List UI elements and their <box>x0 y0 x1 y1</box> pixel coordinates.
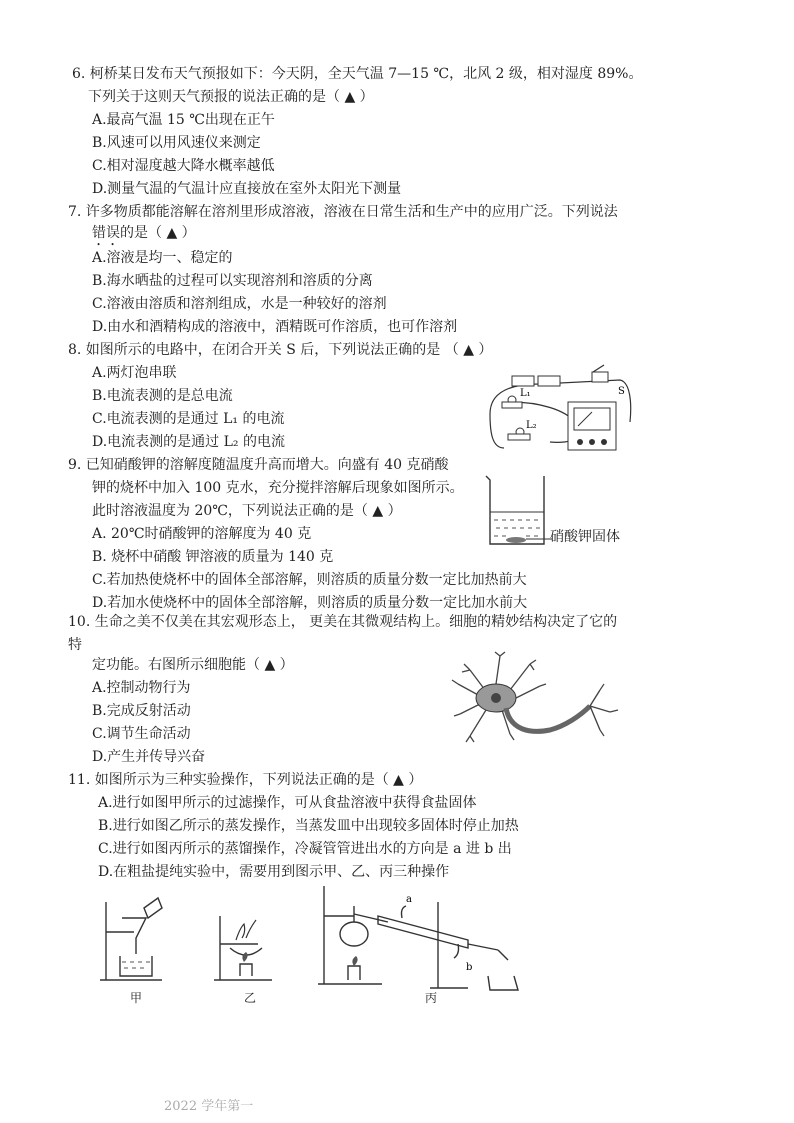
q10-option-c: C.调节生命活动 <box>92 726 191 742</box>
q8-stem: 8. 如图所示的电路中，在闭合开关 S 后，下列说法正确的是 （ ▲ ） <box>68 342 493 358</box>
figure-caption-yi: 乙 <box>244 991 257 1005</box>
q10-option-d: D.产生并传导兴奋 <box>92 749 206 765</box>
fig-switch-label: S <box>618 386 625 397</box>
q9-stem-line3: 此时溶液温度为 20℃，下列说法正确的是（ ▲ ） <box>92 503 402 519</box>
beaker-label: 硝酸钾固体 <box>550 529 620 545</box>
fig-outlet-b: b <box>466 962 473 973</box>
q6-option-d: D.测量气温的气温计应直接放在室外太阳光下测量 <box>92 181 402 197</box>
fig-l1-label: L₁ <box>520 388 531 399</box>
q7-stem-line1: 7. 许多物质都能溶解在溶剂里形成溶液，溶液在日常生活和生产中的应用广泛。下列说法 <box>68 204 618 220</box>
beaker-figure <box>482 472 554 550</box>
q7-option-b: B.海水晒盐的过程可以实现溶剂和溶质的分离 <box>92 273 373 289</box>
neuron-figure <box>440 650 630 760</box>
evaporation-figure <box>212 910 274 988</box>
q9-option-c: C.若加热使烧杯中的固体全部溶解，则溶质的质量分数一定比加热前大 <box>92 572 527 588</box>
q7-option-d: D.由水和酒精构成的溶液中，酒精既可作溶质，也可作溶剂 <box>92 319 458 335</box>
q7-option-a: A.溶液是均一、稳定的 <box>92 250 233 266</box>
q9-option-b: B. 烧杯中硝酸 钾溶液的质量为 140 克 <box>92 549 334 565</box>
q6-stem-line2: 下列关于这则天气预报的说法正确的是（ ▲ ） <box>88 89 374 105</box>
q9-option-a: A. 20℃时硝酸钾的溶解度为 40 克 <box>92 526 312 542</box>
q11-option-a: A.进行如图甲所示的过滤操作，可从食盐溶液中获得食盐固体 <box>98 795 477 811</box>
q8-option-c: C.电流表测的是通过 L₁ 的电流 <box>92 411 285 427</box>
q10-option-a: A.控制动物行为 <box>92 680 191 696</box>
fig-l2-label: L₂ <box>526 420 537 431</box>
q9-stem-line1: 9. 已知硝酸钾的溶解度随温度升高而增大。向盛有 40 克硝酸 <box>68 457 449 473</box>
q9-stem-line2: 钾的烧杯中加入 100 克水，充分搅拌溶解后现象如图所示。 <box>92 480 464 496</box>
q10-stem-line1: 10. 生命之美不仅美在其宏观形态上， 更美在其微观结构上。细胞的精妙结构决定了它的 <box>68 614 618 630</box>
q11-option-c: C.进行如图丙所示的蒸馏操作，冷凝管管进出水的方向是 a 进 b 出 <box>98 841 512 857</box>
q11-option-d: D.在粗盐提纯实验中，需要用到图示甲、乙、丙三种操作 <box>98 864 450 880</box>
page-footer: 2022 学年第一 <box>164 1099 254 1114</box>
circuit-diagram <box>480 362 640 458</box>
q8-option-a: A.两灯泡串联 <box>92 365 177 381</box>
filtration-figure <box>100 896 174 988</box>
q8-option-b: B.电流表测的是总电流 <box>92 388 233 404</box>
q10-stem-line3: 定功能。右图所示细胞能（ ▲ ） <box>92 657 294 673</box>
figure-caption-jia: 甲 <box>130 991 143 1005</box>
q7-stem-line2: 错误的是（ ▲ ） <box>92 225 196 241</box>
q11-stem: 11. 如图所示为三种实验操作，下列说法正确的是（ ▲ ） <box>68 772 423 788</box>
q6-option-b: B.风速可以用风速仪来测定 <box>92 135 261 151</box>
q10-option-b: B.完成反射活动 <box>92 703 191 719</box>
q9-option-d: D.若加水使烧杯中的固体全部溶解，则溶质的质量分数一定比加水前大 <box>92 595 528 611</box>
q6-option-c: C.相对湿度越大降水概率越低 <box>92 158 275 174</box>
figure-caption-bing: 丙 <box>425 991 438 1005</box>
q7-emphasis: 错误 <box>92 225 120 241</box>
q7-option-c: C.溶液由溶质和溶剂组成，水是一种较好的溶剂 <box>92 296 387 312</box>
q8-option-d: D.电流表测的是通过 L₂ 的电流 <box>92 434 285 450</box>
distillation-figure <box>318 880 523 992</box>
fig-inlet-a: a <box>406 894 412 905</box>
q6-stem-line1: 6. 柯桥某日发布天气预报如下：今天阴，全天气温 7—15 ℃，北风 2 级，相对湿度 89%。 <box>72 66 643 82</box>
q6-option-a: A.最高气温 15 ℃出现在正午 <box>92 112 275 128</box>
q10-stem-line2: 特 <box>68 637 82 653</box>
q11-option-b: B.进行如图乙所示的蒸发操作，当蒸发皿中出现较多固体时停止加热 <box>98 818 519 834</box>
